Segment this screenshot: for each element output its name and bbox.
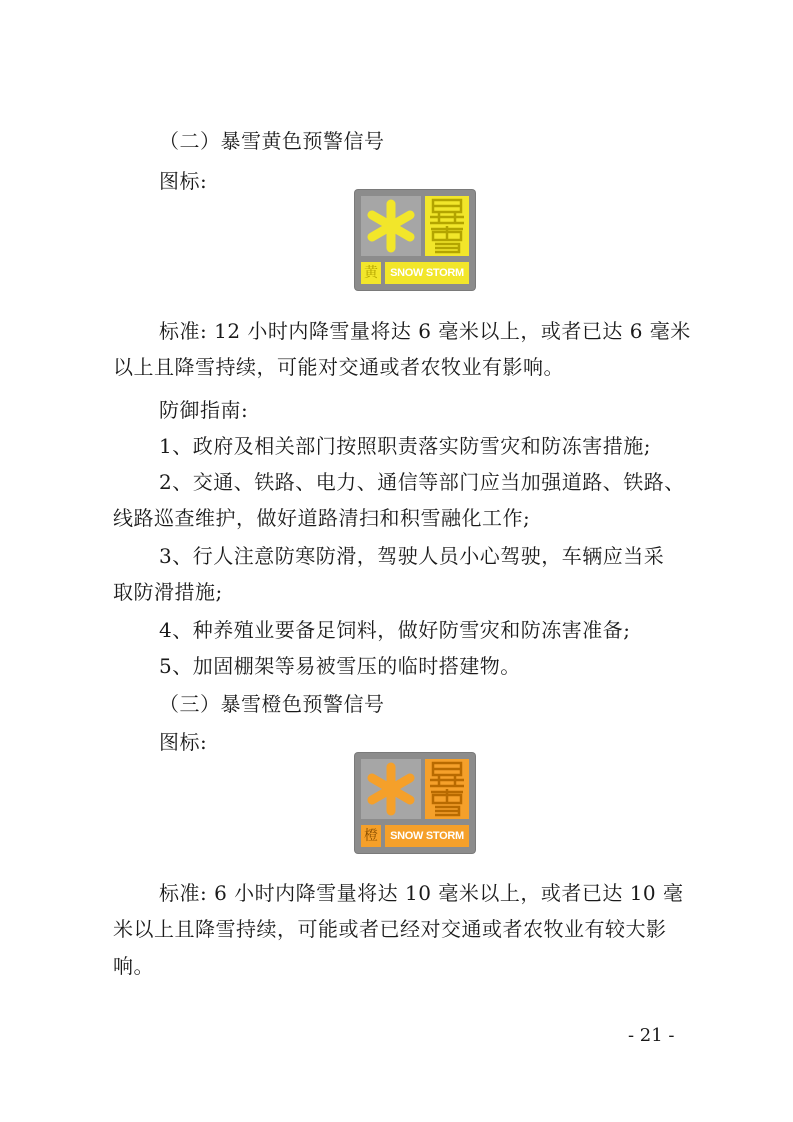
yellow-heading: （二）暴雪黄色预警信号 — [159, 129, 385, 153]
orange-standard-line-2: 米以上且降雪持续，可能或者已经对交通或者农牧业有较大影 — [113, 917, 667, 941]
page-number: - 21 - — [628, 1025, 675, 1046]
yellow-icon-label: 图标: — [159, 169, 208, 193]
snow-storm-label: SNOW STORM — [385, 262, 469, 284]
yellow-standard-line-2: 以上且降雪持续，可能对交通或者农牧业有影响。 — [113, 355, 564, 379]
snow-storm-label: SNOW STORM — [385, 825, 469, 847]
guide-item-2-line-1: 2、交通、铁路、电力、通信等部门应当加强道路、铁路、 — [159, 470, 685, 494]
baoxue-characters-icon — [425, 759, 469, 819]
guide-item-3-line-1: 3、行人注意防寒防滑，驾驶人员小心驾驶，车辆应当采 — [159, 544, 665, 568]
yellow-standard-line-1: 标准: 12 小时内降雪量将达 6 毫米以上，或者已达 6 毫米 — [159, 319, 691, 343]
snowflake-icon — [361, 759, 421, 819]
snowflake-icon — [361, 196, 421, 256]
guide-item-1: 1、政府及相关部门按照职责落实防雪灾和防冻害措施; — [159, 434, 651, 458]
warning-level-badge: 黄 — [361, 262, 381, 284]
baoxue-characters-icon — [425, 196, 469, 256]
warning-level-badge: 橙 — [361, 825, 381, 847]
guide-item-4: 4、种养殖业要备足饲料，做好防雪灾和防冻害准备; — [159, 618, 631, 642]
guide-item-3-line-2: 取防滑措施; — [113, 580, 223, 604]
guide-item-5: 5、加固棚架等易被雪压的临时搭建物。 — [159, 654, 521, 678]
guide-title: 防御指南: — [159, 398, 249, 422]
snow-orange-warning-icon — [355, 753, 475, 853]
orange-icon-label: 图标: — [159, 730, 208, 754]
orange-standard-line-1: 标准: 6 小时内降雪量将达 10 毫米以上，或者已达 10 毫 — [159, 881, 684, 905]
orange-standard-line-3: 响。 — [113, 954, 154, 978]
orange-heading: （三）暴雪橙色预警信号 — [159, 692, 385, 716]
snow-yellow-warning-icon — [355, 190, 475, 290]
guide-item-2-line-2: 线路巡查维护，做好道路清扫和积雪融化工作; — [113, 506, 531, 530]
